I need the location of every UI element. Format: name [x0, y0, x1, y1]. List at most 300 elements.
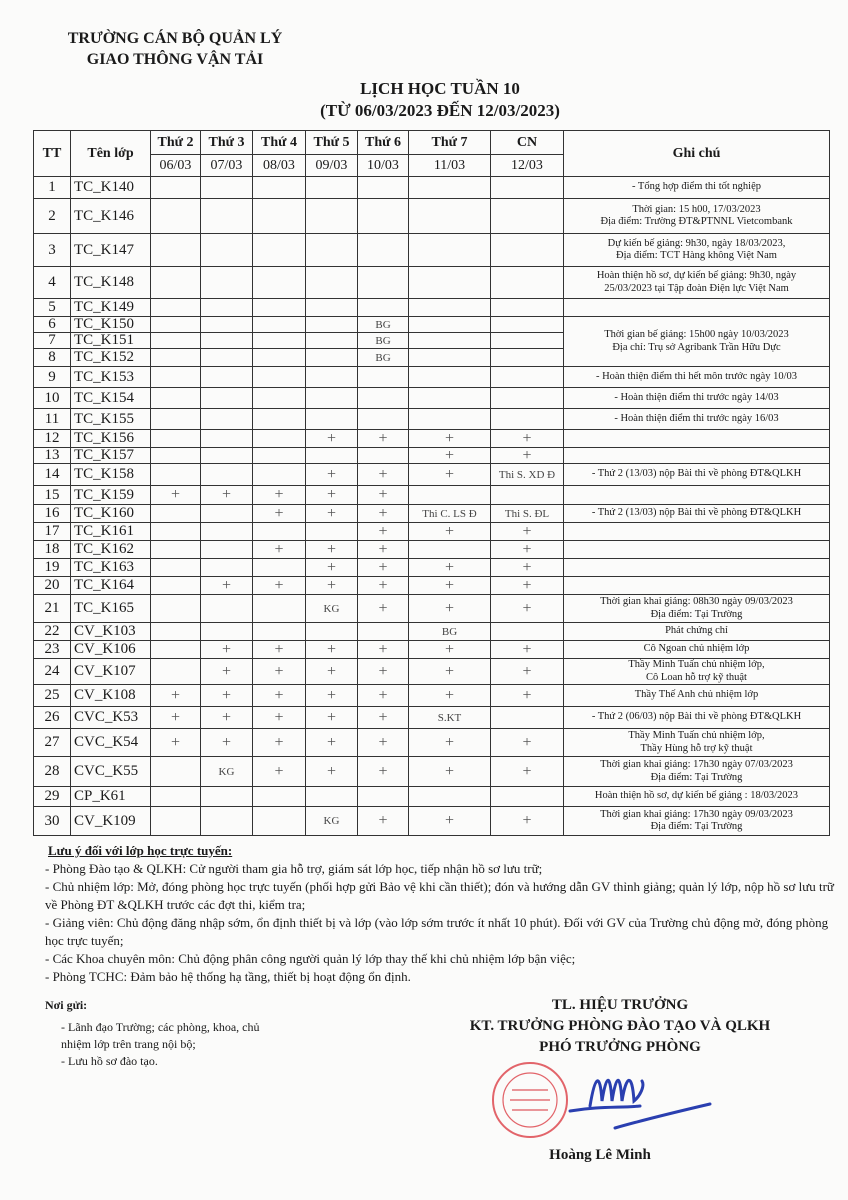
row-number: 30 [34, 807, 71, 836]
col-day: CN [491, 131, 564, 155]
note-line: Địa điểm: Tại Trường [650, 771, 743, 783]
schedule-cell: + [409, 559, 491, 577]
table-row [34, 367, 830, 388]
note-line: Thời gian: 15 h00, 17/03/2023 [632, 203, 761, 215]
note-line: Thời gian khai giảng: 17h30 ngày 07/03/2023 [600, 759, 793, 770]
note-line: - Hoàn thiện điểm thi trước ngày 14/03 [614, 391, 779, 403]
note-line: - Thứ 2 (13/03) nộp Bài thi về phòng ĐT&QLKH [591, 507, 802, 519]
row-number: 26 [34, 707, 71, 729]
schedule-cell: + [306, 685, 358, 707]
schedule-cell: + [253, 685, 306, 707]
schedule-cell [253, 807, 306, 836]
subtitle: (TỪ 06/03/2023 ĐẾN 12/03/2023) [320, 101, 560, 120]
schedule-cell: + [201, 577, 253, 595]
class-name: TC_K146 [71, 199, 151, 234]
row-note [564, 486, 830, 505]
schedule-cell [358, 388, 409, 409]
schedule-cell: + [201, 659, 253, 685]
schedule-cell [358, 299, 409, 317]
title: LỊCH HỌC TUẦN 10 [360, 79, 520, 98]
schedule-cell: + [253, 707, 306, 729]
row-number: 10 [34, 388, 71, 409]
schedule-cell [201, 267, 253, 299]
class-name: CV_K109 [71, 807, 151, 836]
class-name: TC_K149 [71, 299, 151, 317]
schedule-cell [253, 595, 306, 623]
schedule-cell: + [491, 448, 564, 464]
schedule-cell [253, 787, 306, 807]
recipient-item: - Lãnh đạo Trường; các phòng, khoa, chủ nhiệm lớp trên trang nội bộ; [61, 1020, 260, 1051]
schedule-cell [151, 349, 201, 367]
table-row [34, 577, 830, 595]
schedule-cell [151, 787, 201, 807]
schedule-cell [409, 367, 491, 388]
note-item: - Giảng viên: Chủ động đăng nhập sớm, ổn định thiết bị và lớp (vào lớp sớm trước ít nhất 10 phút). Đối với GV của Trường chủ động mở, đóng phòng học trực tuyến; [45, 915, 829, 948]
row-note [564, 541, 830, 559]
class-name: CP_K61 [71, 787, 151, 807]
schedule-cell [253, 430, 306, 448]
schedule-cell [201, 787, 253, 807]
schedule-cell: + [491, 807, 564, 836]
schedule-cell [409, 267, 491, 299]
schedule-cell: + [253, 541, 306, 559]
schedule-cell: + [491, 430, 564, 448]
schedule-cell [151, 595, 201, 623]
schedule-cell: + [306, 541, 358, 559]
col-note: Ghi chú [564, 131, 830, 177]
schedule-cell [358, 787, 409, 807]
schedule-cell [253, 317, 306, 333]
note-line: Cô Ngoan chủ nhiệm lớp [643, 643, 750, 655]
class-name: CVC_K53 [71, 707, 151, 729]
class-name: CV_K107 [71, 659, 151, 685]
col-date: 08/03 [253, 155, 306, 177]
schedule-cell [306, 299, 358, 317]
schedule-cell: + [306, 641, 358, 659]
class-name: CVC_K54 [71, 729, 151, 757]
schedule-cell: + [253, 729, 306, 757]
schedule-cell: + [409, 659, 491, 685]
schedule-cell: BG [358, 349, 409, 367]
schedule-cell [306, 234, 358, 267]
table-row [34, 559, 830, 577]
schedule-cell [151, 623, 201, 641]
class-name: TC_K153 [71, 367, 151, 388]
schedule-cell [491, 299, 564, 317]
note-line: Địa điểm: Trường ĐT&PTNNL Vietcombank [600, 216, 793, 227]
table-row [34, 267, 830, 299]
signature-line-3: PHÓ TRƯỞNG PHÒNG [539, 1039, 701, 1055]
schedule-cell [358, 267, 409, 299]
schedule-cell: Thi C. LS Đ [409, 505, 491, 523]
schedule-cell [201, 505, 253, 523]
schedule-cell [306, 333, 358, 349]
schedule-cell: + [151, 486, 201, 505]
schedule-cell [306, 623, 358, 641]
schedule-cell [409, 317, 491, 333]
schedule-cell [151, 388, 201, 409]
schedule-cell: + [491, 541, 564, 559]
schedule-cell: + [151, 729, 201, 757]
schedule-cell [151, 541, 201, 559]
signature-line-2: KT. TRƯỞNG PHÒNG ĐÀO TẠO VÀ QLKH [469, 1018, 771, 1034]
table-row [34, 409, 830, 430]
row-note [564, 595, 830, 623]
schedule-cell [201, 559, 253, 577]
schedule-cell: + [151, 685, 201, 707]
schedule-cell [151, 430, 201, 448]
row-note [564, 641, 830, 659]
schedule-cell [201, 349, 253, 367]
schedule-cell: + [201, 707, 253, 729]
col-date: 09/03 [306, 155, 358, 177]
note-item: - Phòng Đào tạo & QLKH: Cử người tham gia hỗ trợ, giám sát lớp học, tiếp nhận hồ sơ lưu trữ; [45, 861, 543, 876]
schedule-cell: + [306, 577, 358, 595]
note-line: Thời gian bế giảng: 15h00 ngày 10/03/2023 [604, 329, 789, 340]
class-name: TC_K154 [71, 388, 151, 409]
table-row [34, 787, 830, 807]
note-line: Thầy Hùng hỗ trợ kỹ thuật [640, 742, 753, 754]
schedule-cell: + [306, 707, 358, 729]
schedule-cell: + [358, 729, 409, 757]
schedule-cell [491, 317, 564, 333]
schedule-cell [151, 409, 201, 430]
table-row [34, 541, 830, 559]
schedule-cell [253, 448, 306, 464]
row-note [564, 464, 830, 486]
schedule-cell: + [253, 505, 306, 523]
notes-heading: Lưu ý đối với lớp học trực tuyến: [48, 843, 233, 858]
schedule-cell [253, 333, 306, 349]
class-name: TC_K162 [71, 541, 151, 559]
schedule-cell [253, 267, 306, 299]
schedule-cell [306, 409, 358, 430]
schedule-cell [306, 367, 358, 388]
schedule-cell [491, 409, 564, 430]
row-number: 24 [34, 659, 71, 685]
col-date: 07/03 [201, 155, 253, 177]
schedule-cell: + [358, 505, 409, 523]
schedule-cell: + [491, 659, 564, 685]
col-class: Tên lớp [71, 131, 151, 177]
schedule-cell [491, 333, 564, 349]
schedule-cell [358, 367, 409, 388]
row-number: 18 [34, 541, 71, 559]
schedule-cell: + [491, 559, 564, 577]
row-number: 11 [34, 409, 71, 430]
schedule-cell [409, 234, 491, 267]
schedule-cell [201, 333, 253, 349]
row-note [564, 787, 830, 807]
schedule-cell [409, 541, 491, 559]
row-number: 17 [34, 523, 71, 541]
col-day: Thứ 6 [358, 131, 409, 155]
row-note [564, 523, 830, 541]
table-row [34, 388, 830, 409]
schedule-cell [201, 299, 253, 317]
schedule-cell [151, 505, 201, 523]
class-name: TC_K150 [71, 317, 151, 333]
schedule-cell: BG [409, 623, 491, 641]
schedule-cell: + [358, 559, 409, 577]
schedule-cell: + [306, 659, 358, 685]
schedule-cell: + [491, 595, 564, 623]
school-line-1: TRƯỜNG CÁN BỘ QUẢN LÝ [67, 30, 283, 47]
schedule-cell [409, 787, 491, 807]
schedule-cell [201, 448, 253, 464]
note-line: - Hoàn thiện điểm thi trước ngày 16/03 [614, 412, 779, 424]
schedule-cell: + [201, 685, 253, 707]
schedule-cell: + [358, 523, 409, 541]
note-line: Địa chỉ: Trụ sở Agribank Trần Hữu Dực [612, 341, 781, 353]
schedule-cell: + [358, 464, 409, 486]
note-line: Địa điểm: Tại Trường [650, 608, 743, 620]
schedule-cell [201, 807, 253, 836]
col-date: 11/03 [409, 155, 491, 177]
schedule-cell [201, 464, 253, 486]
note-line: Hoàn thiện hồ sơ, dự kiến bế giảng : 18/03/2023 [594, 790, 799, 802]
note-item: - Các Khoa chuyên môn: Chủ động phân công người quản lý lớp thay thế khi chủ nhiệm lớp bận việc; [45, 951, 576, 966]
table-row [34, 505, 830, 523]
schedule-cell [151, 234, 201, 267]
class-name: TC_K152 [71, 349, 151, 367]
col-date: 12/03 [491, 155, 564, 177]
table-row [34, 807, 830, 836]
schedule-cell: + [306, 729, 358, 757]
schedule-cell: + [358, 659, 409, 685]
row-note [564, 757, 830, 787]
schedule-cell: + [409, 641, 491, 659]
schedule-cell [201, 177, 253, 199]
schedule-cell: + [358, 807, 409, 836]
col-day: Thứ 2 [151, 131, 201, 155]
schedule-cell: + [253, 659, 306, 685]
table-row [34, 177, 830, 199]
schedule-cell: + [306, 559, 358, 577]
schedule-cell: + [358, 757, 409, 787]
note-line: Thời gian khai giảng: 17h30 ngày 09/03/2023 [600, 808, 793, 820]
schedule-cell [201, 234, 253, 267]
schedule-cell [306, 177, 358, 199]
table-row [34, 317, 830, 333]
row-number: 21 [34, 595, 71, 623]
schedule-cell [151, 464, 201, 486]
class-name: CV_K108 [71, 685, 151, 707]
schedule-cell [358, 177, 409, 199]
row-number: 4 [34, 267, 71, 299]
schedule-cell [306, 199, 358, 234]
row-note [564, 430, 830, 448]
schedule-cell: + [409, 685, 491, 707]
note-line: - Tổng hợp điểm thi tốt nghiệp [631, 181, 761, 193]
schedule-cell [151, 757, 201, 787]
schedule-cell: + [358, 707, 409, 729]
schedule-cell: + [491, 577, 564, 595]
schedule-cell: KG [201, 757, 253, 787]
schedule-cell [201, 367, 253, 388]
schedule-cell [358, 199, 409, 234]
row-number: 20 [34, 577, 71, 595]
schedule-cell: + [253, 577, 306, 595]
row-note [564, 388, 830, 409]
class-name: TC_K163 [71, 559, 151, 577]
schedule-cell: + [409, 523, 491, 541]
col-tt: TT [34, 131, 71, 177]
schedule-cell [253, 234, 306, 267]
row-number: 5 [34, 299, 71, 317]
schedule-cell [151, 448, 201, 464]
schedule-cell [306, 448, 358, 464]
schedule-cell [409, 388, 491, 409]
official-stamp [490, 1060, 570, 1140]
row-number: 25 [34, 685, 71, 707]
schedule-cell [151, 659, 201, 685]
schedule-cell: + [409, 729, 491, 757]
schedule-cell: + [358, 577, 409, 595]
schedule-cell: + [491, 641, 564, 659]
schedule-cell [201, 541, 253, 559]
schedule-cell: Thi S. XD Đ [491, 464, 564, 486]
row-number: 22 [34, 623, 71, 641]
row-number: 14 [34, 464, 71, 486]
note-line: - Thứ 2 (13/03) nộp Bài thi về phòng ĐT&QLKH [591, 468, 802, 480]
schedule-cell [306, 388, 358, 409]
row-number: 16 [34, 505, 71, 523]
class-name: TC_K158 [71, 464, 151, 486]
row-note [564, 505, 830, 523]
schedule-cell [253, 199, 306, 234]
row-note [564, 707, 830, 729]
schedule-table [33, 130, 830, 836]
row-number: 28 [34, 757, 71, 787]
table-row [34, 595, 830, 623]
schedule-cell [358, 448, 409, 464]
row-note [564, 659, 830, 685]
schedule-cell [409, 199, 491, 234]
school-name [40, 28, 310, 70]
schedule-cell: + [409, 757, 491, 787]
schedule-cell [201, 317, 253, 333]
col-day: Thứ 4 [253, 131, 306, 155]
class-name: TC_K147 [71, 234, 151, 267]
schedule-cell [358, 234, 409, 267]
class-name: TC_K151 [71, 333, 151, 349]
row-note [564, 577, 830, 595]
col-date: 06/03 [151, 155, 201, 177]
signature-block [410, 995, 830, 1058]
recipients-heading: Nơi gửi: [45, 998, 88, 1012]
row-number: 19 [34, 559, 71, 577]
schedule-cell: + [491, 685, 564, 707]
class-name: TC_K165 [71, 595, 151, 623]
schedule-cell: + [358, 685, 409, 707]
schedule-cell [491, 486, 564, 505]
signature-line-1: TL. HIỆU TRƯỞNG [551, 997, 689, 1013]
schedule-cell: + [358, 486, 409, 505]
schedule-cell: + [491, 523, 564, 541]
schedule-cell [358, 409, 409, 430]
schedule-title [250, 78, 630, 122]
row-number: 3 [34, 234, 71, 267]
schedule-cell: Thi S. ĐL [491, 505, 564, 523]
note-line: Địa điểm: Tại Trường [650, 821, 743, 832]
row-number: 12 [34, 430, 71, 448]
schedule-cell: + [409, 464, 491, 486]
col-day: Thứ 7 [409, 131, 491, 155]
schedule-cell [151, 807, 201, 836]
note-line: Thầy Thế Anh chủ nhiệm lớp [634, 689, 759, 701]
recipients [45, 997, 275, 1070]
signer-name: Hoàng Lê Minh [549, 1147, 651, 1163]
row-number: 6 [34, 317, 71, 333]
row-number: 8 [34, 349, 71, 367]
col-day: Thứ 5 [306, 131, 358, 155]
schedule-cell [151, 333, 201, 349]
schedule-cell [151, 641, 201, 659]
row-number: 2 [34, 199, 71, 234]
schedule-cell [306, 317, 358, 333]
schedule-cell [409, 409, 491, 430]
table-row [34, 641, 830, 659]
class-name: TC_K148 [71, 267, 151, 299]
schedule-cell: + [151, 707, 201, 729]
schedule-cell [151, 559, 201, 577]
schedule-cell [409, 486, 491, 505]
schedule-cell [253, 177, 306, 199]
row-number: 27 [34, 729, 71, 757]
table-row [34, 623, 830, 641]
col-date: 10/03 [358, 155, 409, 177]
row-number: 7 [34, 333, 71, 349]
table-row [34, 299, 830, 317]
schedule-cell [491, 623, 564, 641]
handwritten-signature [560, 1066, 720, 1136]
schedule-cell: KG [306, 595, 358, 623]
schedule-cell [253, 409, 306, 430]
schedule-cell [201, 623, 253, 641]
row-note [564, 623, 830, 641]
schedule-cell [491, 267, 564, 299]
row-number: 13 [34, 448, 71, 464]
schedule-cell [151, 177, 201, 199]
schedule-cell [306, 349, 358, 367]
row-number: 15 [34, 486, 71, 505]
schedule-cell [253, 464, 306, 486]
schedule-cell [151, 267, 201, 299]
note-line: Địa điểm: TCT Hàng không Việt Nam [616, 250, 777, 261]
schedule-cell: + [201, 641, 253, 659]
schedule-cell [306, 523, 358, 541]
col-day: Thứ 3 [201, 131, 253, 155]
schedule-cell [201, 595, 253, 623]
table-row [34, 729, 830, 757]
row-number: 9 [34, 367, 71, 388]
schedule-cell [201, 430, 253, 448]
schedule-cell [201, 199, 253, 234]
schedule-cell [151, 199, 201, 234]
schedule-cell [409, 177, 491, 199]
schedule-cell [253, 299, 306, 317]
class-name: TC_K161 [71, 523, 151, 541]
row-note [564, 177, 830, 199]
note-line: - Thứ 2 (06/03) nộp Bài thi về phòng ĐT&QLKH [591, 711, 802, 723]
row-note [564, 234, 830, 267]
schedule-cell [253, 523, 306, 541]
table-row [34, 757, 830, 787]
row-note [564, 409, 830, 430]
note-line: Thời gian khai giảng: 08h30 ngày 09/03/2023 [600, 596, 793, 607]
schedule-cell: + [358, 541, 409, 559]
